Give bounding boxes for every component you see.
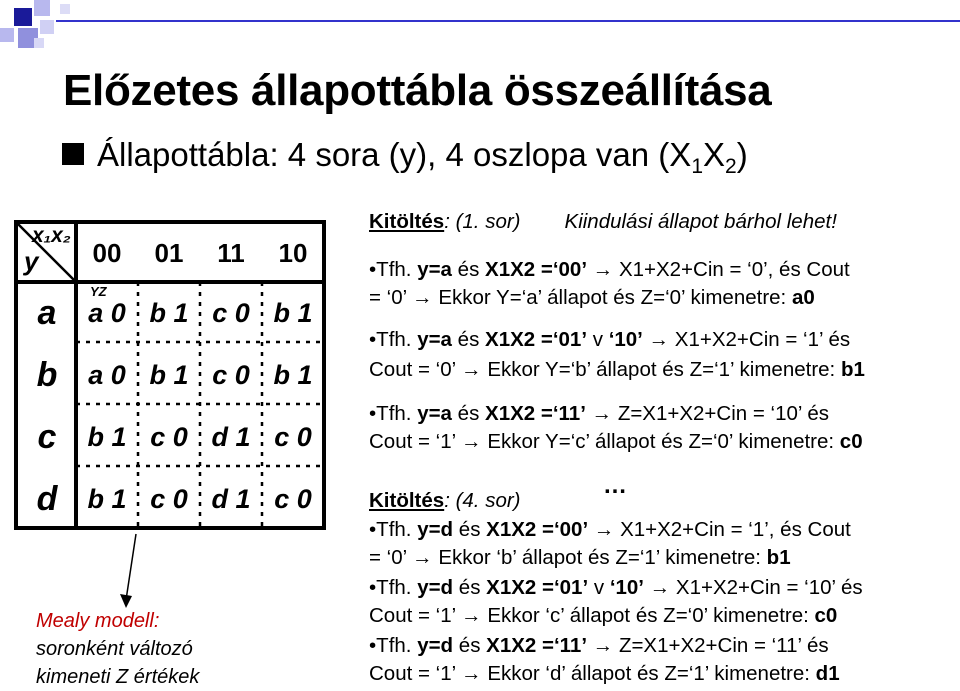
arrow-right-icon: → <box>455 430 488 453</box>
table-cell: c 0 <box>274 484 312 514</box>
fill-heading-1: Kitöltés: (1. sor) Kiindulási állapot bárhol lehet! <box>369 210 837 233</box>
arrow-right-icon: → <box>455 604 488 627</box>
arrow-right-icon: → <box>585 402 618 425</box>
bullet-square-icon <box>62 143 84 165</box>
case-line: = ‘0’ → Ekkor ‘b’ állapot és Z=‘1’ kimenetre: b1 <box>369 546 791 569</box>
table-cell: c 0 <box>150 484 188 514</box>
case-line: Cout = ‘0’ → Ekkor Y=‘b’ állapot és Z=‘1’ kimenetre: b1 <box>369 358 865 381</box>
table-cell: c 0 <box>212 298 250 328</box>
ellipsis: … <box>603 472 627 499</box>
fill-heading-4: Kitöltés: (4. sor) <box>369 489 521 512</box>
table-cell: d 1 <box>211 484 251 514</box>
table-cell: d 1 <box>211 422 251 452</box>
column-header: 10 <box>278 238 308 268</box>
table-cell: b 1 <box>149 360 189 390</box>
row-label: d <box>36 480 58 518</box>
column-header: 00 <box>92 238 122 268</box>
case-line: •Tfh. y=a és X1X2 =‘11’ → Z=X1+X2+Cin = ‘10’ és <box>369 402 830 425</box>
corner-left-label: y <box>24 246 39 276</box>
table-cell: c 0 <box>212 360 250 390</box>
mealy-line: soronként változó <box>36 638 193 660</box>
table-cell: c 0 <box>274 422 312 452</box>
case-line: Cout = ‘1’ → Ekkor ‘c’ állapot és Z=‘0’ kimenetre: c0 <box>369 604 838 627</box>
arrow-right-icon: → <box>406 286 439 309</box>
arrow-right-icon: → <box>455 662 488 685</box>
arrow-right-icon: → <box>587 634 619 657</box>
table-cell: a 0 <box>88 360 126 390</box>
row-label: a <box>37 294 57 332</box>
mealy-line: kimeneti Z értékek <box>36 666 200 688</box>
mealy-note <box>36 607 199 691</box>
row-label: b <box>36 356 58 394</box>
case-line: Cout = ‘1’ → Ekkor Y=‘c’ állapot és Z=‘0’ kimenetre: c0 <box>369 430 863 453</box>
subtitle: Állapottábla: 4 sora (y), 4 oszlopa van $(X_1X_2)$ <box>97 136 748 178</box>
down-arrow-icon <box>110 530 150 610</box>
table-cell: b 1 <box>87 484 127 514</box>
case-line: •Tfh. y=d és X1X2 =‘11’ → Z=X1+X2+Cin = ‘11’ és <box>369 634 829 657</box>
row-label: c <box>37 418 57 456</box>
table-cell: b 1 <box>273 298 313 328</box>
top-rule <box>56 20 960 22</box>
column-header: 01 <box>154 238 184 268</box>
arrow-right-icon: → <box>406 546 439 569</box>
yz-label: YZ <box>90 284 107 299</box>
arrow-right-icon: → <box>587 258 619 281</box>
table-cell: b 1 <box>149 298 189 328</box>
column-header: 11 <box>217 238 245 268</box>
case-line: •Tfh. y=a és X1X2 =‘01’ v ‘10’ → X1+X2+Cin = ‘1’ és <box>369 328 851 351</box>
case-line: •Tfh. y=d és X1X2 =‘00’ → X1+X2+Cin = ‘1’, és Cout <box>369 518 851 541</box>
case-line: •Tfh. y=d és X1X2 =‘01’ v ‘10’ → X1+X2+Cin = ‘10’ és <box>369 576 863 599</box>
table-cell: b 1 <box>87 422 127 452</box>
table-cell: c 0 <box>150 422 188 452</box>
mealy-title: Mealy modell: <box>36 610 160 632</box>
table-cell: b 1 <box>273 360 313 390</box>
arrow-right-icon: → <box>588 518 621 541</box>
corner-top-label: x₁x₂ <box>32 224 71 247</box>
page-title: Előzetes állapottábla összeállítása <box>63 66 772 115</box>
table-cell: a 0 <box>88 298 126 328</box>
case-line: Cout = ‘1’ → Ekkor ‘d’ állapot és Z=‘1’ kimenetre: d1 <box>369 662 840 685</box>
arrow-right-icon: → <box>455 358 488 381</box>
arrow-right-icon: → <box>642 328 675 351</box>
case-line: = ‘0’ → Ekkor Y=‘a’ állapot és Z=‘0’ kimenetre: a0 <box>369 286 815 309</box>
case-line: •Tfh. y=a és X1X2 =‘00’ → X1+X2+Cin = ‘0’, és Cout <box>369 258 850 281</box>
arrow-right-icon: → <box>644 576 676 599</box>
state-table <box>14 220 328 532</box>
